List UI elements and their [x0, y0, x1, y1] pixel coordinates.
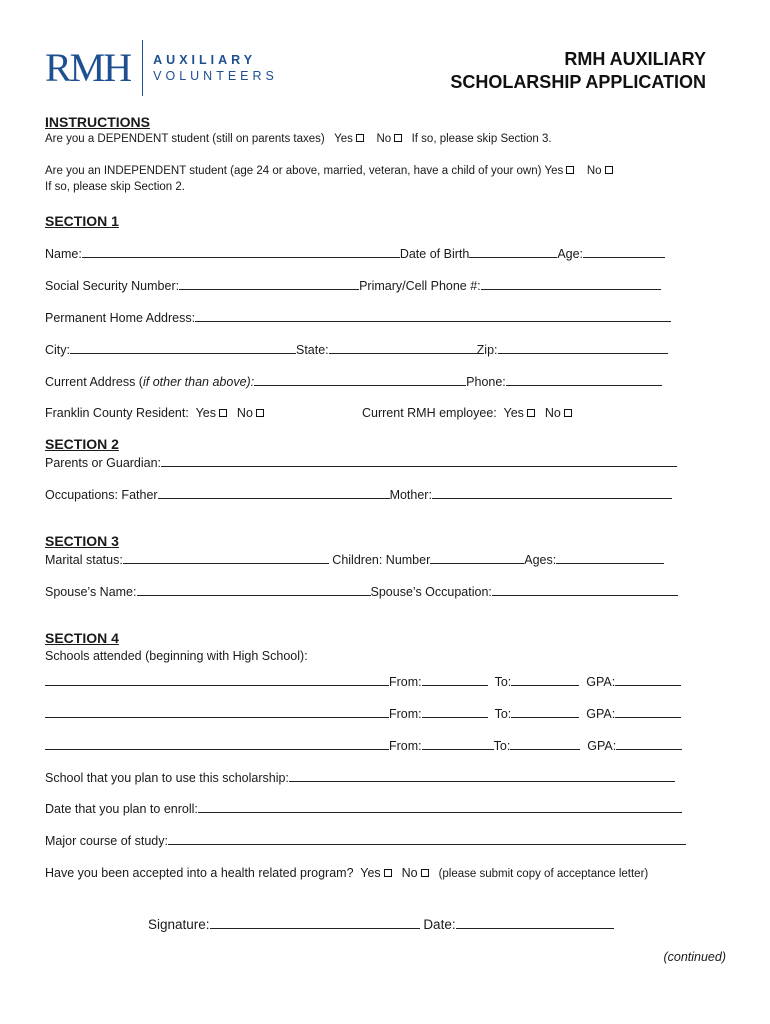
- independent-no-label: No: [586, 165, 602, 177]
- spouse-name-field[interactable]: [137, 584, 371, 596]
- marital-field[interactable]: [123, 552, 329, 564]
- school-name-field[interactable]: [45, 738, 389, 750]
- school-plan-label: School that you plan to use this scholarship:: [45, 771, 289, 785]
- state-label: State:: [296, 343, 329, 357]
- father-occupation-label: Occupations: Father: [45, 488, 158, 502]
- franklin-no-checkbox[interactable]: [256, 409, 264, 417]
- franklin-row: [45, 406, 267, 421]
- ssn-label: Social Security Number:: [45, 279, 180, 293]
- enroll-date-label: Date that you plan to enroll:: [45, 802, 198, 816]
- home-address-label: Permanent Home Address:: [45, 311, 196, 325]
- employee-row: [362, 406, 575, 421]
- accepted-yes-label: Yes: [360, 866, 381, 880]
- spouse-occupation-label: Spouse’s Occupation:: [370, 585, 492, 599]
- children-number-field[interactable]: [430, 552, 524, 564]
- spouse-name-label: Spouse’s Name:: [45, 585, 137, 599]
- school-row: [45, 674, 681, 690]
- name-field[interactable]: [82, 246, 400, 258]
- logo-auxiliary-text: AUXILIARY: [153, 53, 257, 67]
- school-gpa-field[interactable]: [615, 706, 681, 718]
- current-address-note: if other than above):: [142, 375, 255, 389]
- parents-row: [45, 455, 677, 471]
- name-label: Name:: [45, 247, 82, 261]
- employee-no-label: No: [544, 406, 561, 420]
- state-field[interactable]: [329, 342, 477, 354]
- accepted-no-label: No: [401, 866, 418, 880]
- employee-yes-checkbox[interactable]: [527, 409, 535, 417]
- school-row: [45, 738, 682, 754]
- dependent-no-checkbox[interactable]: [394, 134, 402, 142]
- franklin-yes-checkbox[interactable]: [219, 409, 227, 417]
- city-row: [45, 342, 668, 358]
- employee-yes-label: Yes: [503, 406, 524, 420]
- primary-phone-label: Primary/Cell Phone #:: [359, 279, 481, 293]
- school-to-field[interactable]: [511, 674, 579, 686]
- major-row: [45, 833, 686, 849]
- children-ages-field[interactable]: [556, 552, 664, 564]
- school-row: [45, 706, 681, 722]
- major-label: Major course of study:: [45, 834, 168, 848]
- logo-rmh-text: RMH: [45, 45, 131, 90]
- phone-field[interactable]: [506, 374, 662, 386]
- independent-question: Are you an INDEPENDENT student (age 24 or above, married, veteran, have a child of your own): [45, 165, 542, 177]
- school-gpa-field[interactable]: [615, 674, 681, 686]
- dob-label: Date of Birth: [399, 247, 470, 261]
- form-title: [450, 48, 706, 94]
- school-name-field[interactable]: [45, 674, 389, 686]
- home-address-field[interactable]: [195, 310, 671, 322]
- enroll-date-field[interactable]: [198, 801, 682, 813]
- age-field[interactable]: [583, 246, 665, 258]
- current-address-field[interactable]: [254, 374, 466, 386]
- rmh-logo: [45, 40, 278, 96]
- mother-occupation-label: Mother:: [389, 488, 432, 502]
- accepted-note: (please submit copy of acceptance letter): [438, 868, 649, 880]
- dependent-no-label: No: [376, 133, 392, 145]
- logo-divider: [142, 40, 143, 96]
- section-3-heading: SECTION 3: [45, 533, 119, 549]
- school-from-label: From:: [389, 675, 422, 689]
- father-occupation-field[interactable]: [158, 487, 390, 499]
- dependent-yes-checkbox[interactable]: [356, 134, 364, 142]
- school-to-label: To:: [494, 707, 512, 721]
- signature-date-field[interactable]: [456, 917, 614, 929]
- home-address-row: [45, 310, 671, 326]
- zip-label: Zip:: [476, 343, 498, 357]
- signature-field[interactable]: [210, 917, 420, 929]
- school-to-label: To:: [493, 739, 511, 753]
- marital-label: Marital status:: [45, 553, 123, 567]
- continued-note: (continued): [663, 950, 726, 964]
- school-to-field[interactable]: [511, 706, 579, 718]
- dependent-note: If so, please skip Section 3.: [411, 133, 552, 145]
- school-from-field[interactable]: [422, 738, 494, 750]
- school-name-field[interactable]: [45, 706, 389, 718]
- signature-date-label: Date:: [423, 917, 456, 932]
- franklin-yes-label: Yes: [195, 406, 216, 420]
- zip-field[interactable]: [498, 342, 668, 354]
- school-to-field[interactable]: [510, 738, 580, 750]
- independent-no-checkbox[interactable]: [605, 166, 613, 174]
- independent-yes-label: Yes: [544, 165, 564, 177]
- city-field[interactable]: [70, 342, 296, 354]
- name-row: [45, 246, 665, 262]
- spouse-row: [45, 584, 678, 600]
- ssn-row: [45, 278, 661, 294]
- independent-yes-checkbox[interactable]: [566, 166, 574, 174]
- accepted-yes-checkbox[interactable]: [384, 869, 392, 877]
- accepted-question: Have you been accepted into a health related program?: [45, 866, 354, 880]
- dependent-question: Are you a DEPENDENT student (still on parents taxes): [45, 133, 325, 145]
- children-ages-label: Ages:: [524, 553, 557, 567]
- current-address-row: [45, 374, 662, 390]
- school-gpa-label: GPA:: [587, 739, 617, 753]
- school-from-label: From:: [389, 707, 422, 721]
- school-plan-field[interactable]: [289, 770, 675, 782]
- section-1-heading: SECTION 1: [45, 213, 119, 229]
- mother-occupation-field[interactable]: [432, 487, 672, 499]
- parents-label: Parents or Guardian:: [45, 456, 162, 470]
- primary-phone-field[interactable]: [481, 278, 661, 290]
- school-from-field[interactable]: [422, 674, 488, 686]
- employee-label: Current RMH employee:: [362, 406, 497, 420]
- schools-attended-label: Schools attended (beginning with High School):: [45, 649, 308, 663]
- city-label: City:: [45, 343, 70, 357]
- school-gpa-label: GPA:: [586, 675, 616, 689]
- major-field[interactable]: [168, 833, 686, 845]
- occupations-row: [45, 487, 672, 503]
- independent-question-row: [45, 164, 616, 179]
- marital-row: [45, 552, 664, 568]
- school-gpa-field[interactable]: [616, 738, 682, 750]
- section-4-heading: SECTION 4: [45, 630, 119, 646]
- age-label: Age:: [557, 247, 584, 261]
- signature-row: [148, 917, 614, 932]
- phone-label: Phone:: [466, 375, 506, 389]
- school-from-label: From:: [389, 739, 422, 753]
- school-gpa-label: GPA:: [586, 707, 616, 721]
- accepted-no-checkbox[interactable]: [421, 869, 429, 877]
- school-to-label: To:: [494, 675, 512, 689]
- current-address-label: Current Address (: [45, 375, 143, 389]
- school-plan-row: [45, 770, 675, 786]
- ssn-field[interactable]: [179, 278, 359, 290]
- employee-no-checkbox[interactable]: [564, 409, 572, 417]
- parents-field[interactable]: [161, 455, 677, 467]
- title-line-1: RMH AUXILIARY: [564, 49, 706, 69]
- logo-words: [153, 52, 278, 84]
- title-line-2: SCHOLARSHIP APPLICATION: [450, 72, 706, 92]
- franklin-no-label: No: [236, 406, 253, 420]
- accepted-row: [45, 866, 648, 882]
- logo-volunteers-text: VOLUNTEERS: [153, 69, 278, 83]
- signature-label: Signature:: [148, 917, 210, 932]
- enroll-date-row: [45, 801, 682, 817]
- dependent-question-row: [45, 132, 552, 147]
- section-2-heading: SECTION 2: [45, 436, 119, 452]
- dob-field[interactable]: [469, 246, 557, 258]
- dependent-yes-label: Yes: [334, 133, 353, 145]
- franklin-label: Franklin County Resident:: [45, 406, 189, 420]
- spouse-occupation-field[interactable]: [492, 584, 678, 596]
- instructions-heading: INSTRUCTIONS: [45, 114, 150, 130]
- independent-note: If so, please skip Section 2.: [45, 181, 185, 193]
- school-from-field[interactable]: [422, 706, 488, 718]
- children-number-label: Children: Number: [332, 553, 431, 567]
